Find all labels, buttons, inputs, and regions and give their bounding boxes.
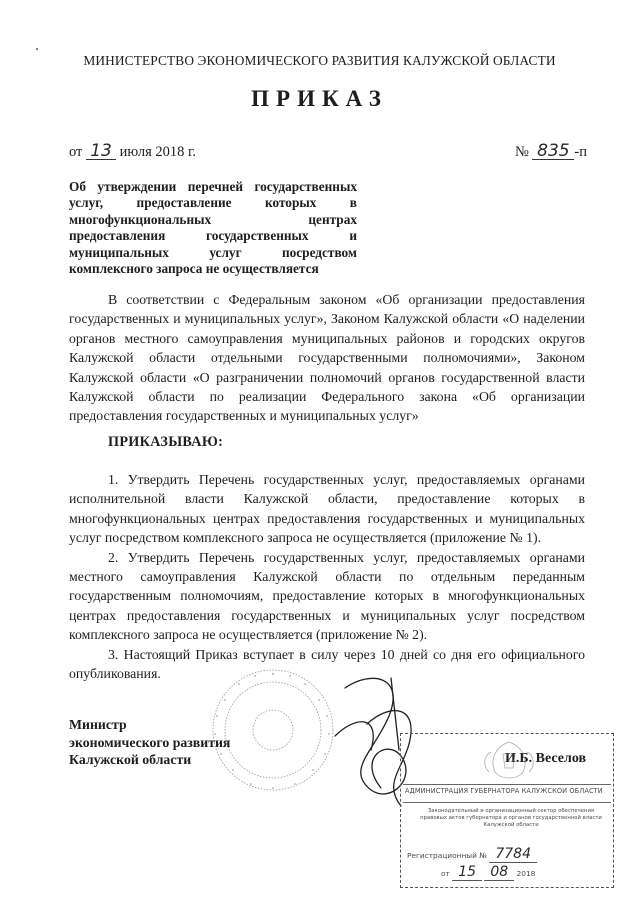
number-sign: № (514, 144, 529, 160)
signer-name: И.Б. Веселов (505, 751, 587, 766)
stamp-registration-number: 7784 (489, 846, 537, 863)
order-number-line (514, 141, 587, 161)
signatory-line-2: экономического развития (69, 734, 231, 750)
document-subject: Об утверждении перечней государственных услуг, предоставление которых в многофункциональных центрах предоставления государственных и муниципальных услуг посредством комплексного запроса не осуществляется (69, 179, 357, 277)
stamp-date-prefix: от (441, 869, 450, 878)
order-item-3: 3. Настоящий Приказ вступает в силу через 10 дней со дня его официального опубликования. (69, 646, 585, 682)
registration-stamp (400, 733, 614, 888)
order-directive: ПРИКАЗЫВАЮ: (108, 434, 224, 450)
stamp-date (441, 864, 535, 880)
stamp-department: Законодательный и организационный сектор обеспечения правовых актов губернатора и органов государственной власти Калужской области (420, 808, 602, 829)
stamp-date-day: 15 (452, 864, 482, 881)
stamp-registration (407, 846, 537, 862)
document-title: ПРИКАЗ (251, 86, 388, 111)
date-prefix: от (69, 144, 83, 160)
ministry-name: МИНИСТЕРСТВО ЭКОНОМИЧЕСКОГО РАЗВИТИЯ КАЛУЖСКОЙ ОБЛАСТИ (83, 53, 556, 68)
scan-speck (36, 48, 38, 50)
order-number-handwritten: 835 (532, 144, 574, 160)
order-items (69, 470, 585, 683)
order-item-2: 2. Утвердить Перечень государственных услуг, предоставляемых органами местного самоуправления Калужской области по отдельным переданным государственным полномочиям, предоставление которых в многофункциональных центрах предоставления государственных и муниципальных услуг посредством комплексного запроса не осуществляется (приложение № 2). (69, 549, 585, 643)
date-day-handwritten: 13 (86, 144, 116, 160)
preamble-text: В соответствии с Федеральным законом «Об организации предоставления государственных и муниципальных услуг», Законом Калужской области «О наделении органов местного самоуправления муниципальных районов и городских округов Калужской области отдельными государственными полномочиями», Законом Калужской области «О разграничении полномочий органов государственной власти Калужской области по реализации Федерального закона «Об организации предоставления государственных и муниципальных услуг» (69, 292, 585, 424)
preamble (69, 290, 585, 426)
coat-of-arms-icon (477, 738, 541, 782)
signatory-line-1: Министр (69, 717, 127, 732)
date-line (69, 141, 196, 161)
signatory-title (69, 716, 230, 769)
stamp-organization: АДМИНИСТРАЦИЯ ГУБЕРНАТОРА КАЛУЖСКОЙ ОБЛАСТИ (405, 787, 603, 795)
stamp-registration-label: Регистрационный № (407, 851, 487, 860)
number-suffix: -п (574, 144, 587, 160)
signatory-line-3: Калужской области (69, 752, 192, 768)
date-rest: июля 2018 г. (119, 144, 196, 160)
stamp-date-month: 08 (484, 864, 514, 881)
stamp-date-year: 2018 (516, 869, 536, 878)
stamp-rule-top (403, 784, 611, 785)
order-item-1: 1. Утвердить Перечень государственных услуг, предоставляемых органами исполнительной власти Калужской области, предоставление которых в многофункциональных центрах предоставления государственных и муниципальных услуг посредством комплексного запроса не осуществляется (приложение № 1). (69, 472, 585, 546)
stamp-rule-middle (403, 802, 611, 803)
